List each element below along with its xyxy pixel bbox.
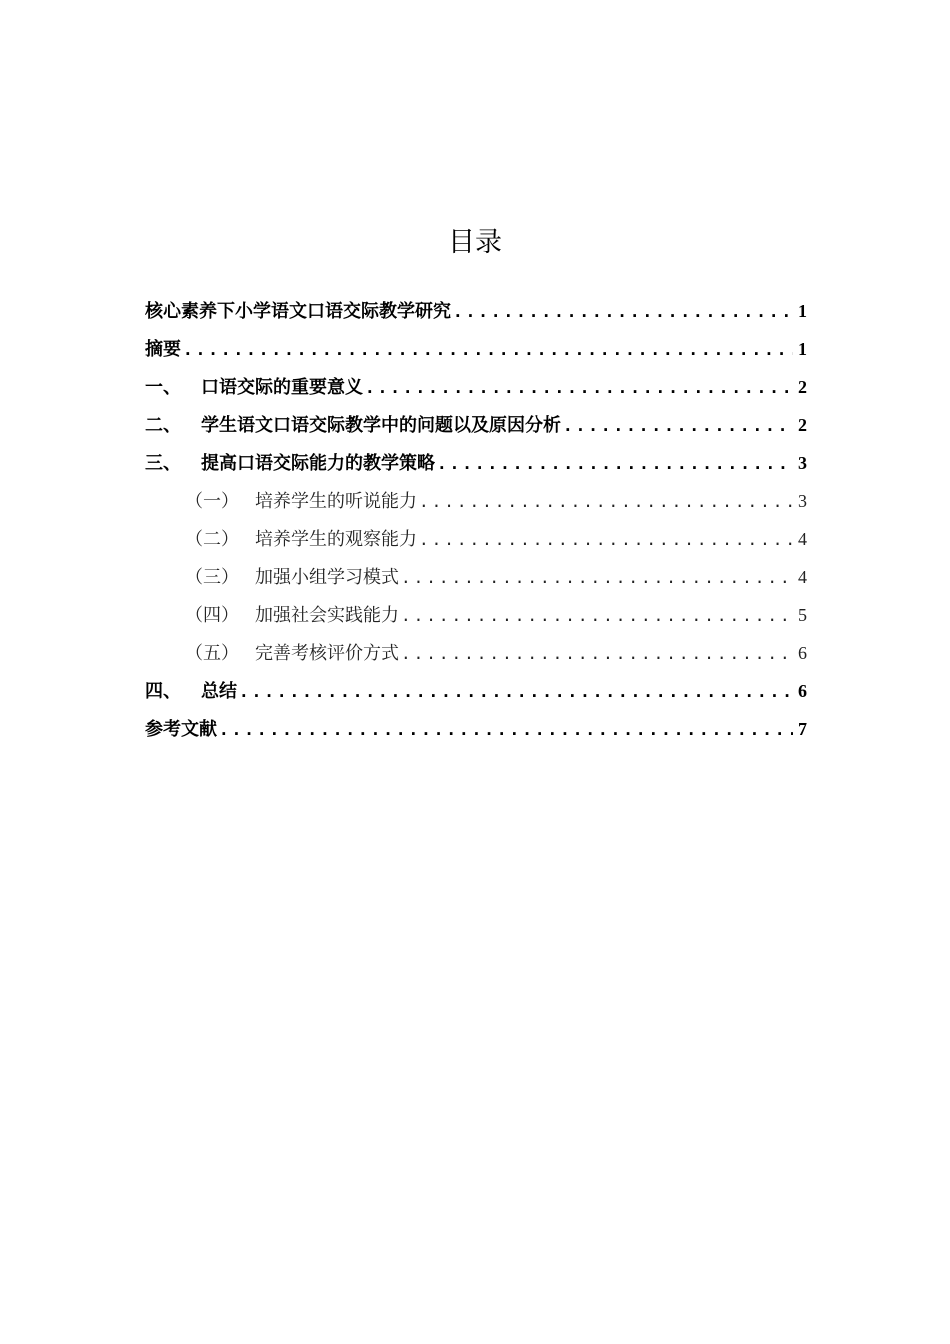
toc-entry-text: 口语交际的重要意义	[201, 377, 363, 398]
toc-entry-number: （五）	[185, 643, 239, 664]
toc-entry-page: 3	[798, 491, 807, 511]
toc-dot-leader	[401, 597, 793, 635]
toc-dot-leader	[239, 673, 793, 711]
toc-dot-leader	[401, 635, 793, 673]
toc-dot-leader	[419, 521, 793, 559]
toc-dot-leader	[453, 293, 793, 331]
toc-entry-page: 6	[798, 643, 807, 663]
toc-entry-number: （四）	[185, 605, 239, 626]
toc-dot-leader	[563, 407, 793, 445]
toc-entry-page: 3	[798, 453, 807, 473]
toc-dot-leader	[401, 559, 793, 597]
table-of-contents	[145, 292, 807, 748]
toc-entry-text: 学生语文口语交际教学中的问题以及原因分析	[201, 415, 561, 436]
toc-dot-leader	[437, 445, 793, 483]
toc-entry-number: （三）	[185, 567, 239, 588]
toc-subentry[interactable]	[145, 558, 807, 596]
toc-entry[interactable]	[145, 292, 807, 330]
toc-entry[interactable]	[145, 444, 807, 482]
toc-entry-page: 2	[798, 377, 807, 397]
toc-entry-text: 加强社会实践能力	[255, 605, 399, 626]
toc-entry-number: （二）	[185, 529, 239, 550]
toc-entry[interactable]	[145, 710, 807, 748]
toc-entry-page: 1	[798, 301, 807, 321]
toc-entry-number: 四、	[145, 681, 181, 702]
toc-dot-leader	[365, 369, 793, 407]
toc-entry[interactable]	[145, 406, 807, 444]
toc-entry[interactable]	[145, 368, 807, 406]
toc-dot-leader	[419, 483, 793, 521]
toc-entry-page: 6	[798, 681, 807, 701]
toc-entry-text: 参考文献	[145, 719, 217, 740]
toc-dot-leader	[183, 331, 793, 369]
toc-entry-number: （一）	[185, 491, 239, 512]
toc-entry[interactable]	[145, 672, 807, 710]
toc-entry-text: 完善考核评价方式	[255, 643, 399, 664]
toc-entry-text: 总结	[201, 681, 237, 702]
toc-entry-text: 加强小组学习模式	[255, 567, 399, 588]
toc-entry-number: 二、	[145, 415, 181, 436]
toc-entry[interactable]	[145, 330, 807, 368]
toc-subentry[interactable]	[145, 596, 807, 634]
toc-subentry[interactable]	[145, 482, 807, 520]
toc-entry-number: 三、	[145, 453, 181, 474]
toc-entry-page: 1	[798, 339, 807, 359]
toc-entry-text: 培养学生的观察能力	[255, 529, 417, 550]
toc-subentry[interactable]	[145, 634, 807, 672]
toc-dot-leader	[219, 711, 793, 749]
toc-entry-text: 核心素养下小学语文口语交际教学研究	[145, 301, 451, 322]
toc-entry-text: 培养学生的听说能力	[255, 491, 417, 512]
toc-entry-page: 7	[798, 719, 807, 739]
toc-entry-number: 一、	[145, 377, 181, 398]
toc-entry-page: 4	[798, 529, 807, 549]
toc-entry-text: 摘要	[145, 339, 181, 360]
toc-entry-text: 提高口语交际能力的教学策略	[201, 453, 435, 474]
toc-entry-page: 2	[798, 415, 807, 435]
toc-entry-page: 4	[798, 567, 807, 587]
toc-title: 目录	[448, 227, 502, 258]
toc-subentry[interactable]	[145, 520, 807, 558]
toc-entry-page: 5	[798, 605, 807, 625]
